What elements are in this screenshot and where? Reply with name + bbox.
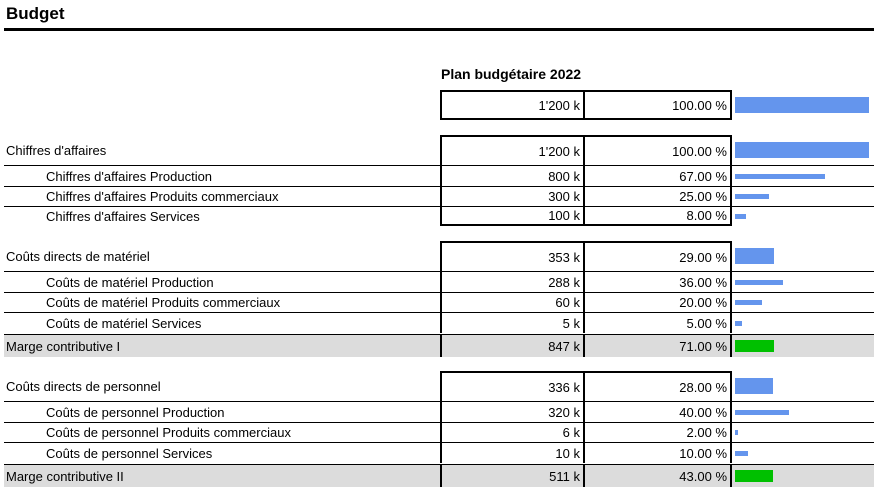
row-bar — [735, 430, 738, 435]
row-label: Marge contributive I — [6, 338, 121, 354]
row-bar — [735, 300, 762, 305]
row-bar — [735, 174, 825, 179]
row-bar — [735, 194, 769, 199]
margin-row-2 — [4, 464, 874, 487]
row-amount: 800 k — [440, 166, 585, 186]
row-amount: 6 k — [440, 423, 585, 442]
table-row — [4, 187, 874, 207]
row-percent: 28.00 % — [585, 371, 732, 401]
row-percent: 20.00 % — [585, 293, 732, 312]
table-row — [4, 423, 874, 443]
row-percent: 100.00 % — [585, 135, 732, 165]
row-amount: 288 k — [440, 272, 585, 292]
row-amount: 1'200 k — [440, 135, 585, 165]
table-row — [4, 402, 874, 423]
row-label: Coûts de personnel Production — [46, 404, 225, 420]
row-percent: 67.00 % — [585, 166, 732, 186]
total-percent: 100.00 % — [585, 90, 732, 120]
margin-bar — [735, 340, 774, 352]
row-bar — [735, 214, 746, 219]
row-amount: 847 k — [440, 335, 585, 357]
title-divider — [4, 28, 874, 31]
total-row — [4, 90, 874, 120]
row-bar — [735, 248, 774, 264]
row-amount: 320 k — [440, 402, 585, 422]
row-percent: 43.00 % — [585, 465, 732, 487]
row-percent: 36.00 % — [585, 272, 732, 292]
table-row — [4, 272, 874, 293]
row-percent: 40.00 % — [585, 402, 732, 422]
row-label: Coûts directs de matériel — [6, 248, 150, 264]
row-percent: 71.00 % — [585, 335, 732, 357]
row-bar — [735, 142, 869, 158]
row-amount: 511 k — [440, 465, 585, 487]
row-bar — [735, 451, 748, 456]
margin-bar — [735, 470, 773, 482]
row-amount: 10 k — [440, 443, 585, 463]
row-amount: 60 k — [440, 293, 585, 312]
row-amount: 100 k — [440, 207, 585, 226]
row-label: Coûts de personnel Produits commerciaux — [46, 425, 291, 440]
row-bar — [735, 378, 773, 394]
table-row — [4, 207, 874, 226]
margin-row-1 — [4, 334, 874, 357]
table-row — [4, 313, 874, 333]
row-label: Chiffres d'affaires Services — [46, 209, 200, 224]
table-row — [4, 166, 874, 187]
row-percent: 5.00 % — [585, 313, 732, 333]
row-bar — [735, 280, 783, 285]
row-amount: 336 k — [440, 371, 585, 401]
row-label: Coûts de matériel Production — [46, 274, 214, 290]
total-bar — [735, 97, 869, 113]
row-percent: 29.00 % — [585, 241, 732, 271]
row-label: Chiffres d'affaires — [6, 142, 107, 158]
row-percent: 8.00 % — [585, 207, 732, 226]
section-head-revenue — [4, 135, 874, 166]
row-label: Coûts de personnel Services — [46, 445, 213, 461]
row-percent: 10.00 % — [585, 443, 732, 463]
page-title: Budget — [6, 4, 65, 23]
row-percent: 25.00 % — [585, 187, 732, 206]
row-label: Coûts de matériel Services — [46, 315, 202, 331]
row-amount: 300 k — [440, 187, 585, 206]
table-row — [4, 443, 874, 463]
row-label: Chiffres d'affaires Production — [46, 168, 213, 184]
row-label: Coûts de matériel Produits commerciaux — [46, 295, 281, 310]
table-row — [4, 293, 874, 313]
section-head-personnel — [4, 371, 874, 402]
row-label: Coûts directs de personnel — [6, 378, 161, 394]
column-header: Plan budgétaire 2022 — [441, 66, 582, 82]
row-amount: 353 k — [440, 241, 585, 271]
row-bar — [735, 410, 789, 415]
total-amount: 1'200 k — [440, 90, 585, 120]
row-label: Chiffres d'affaires Produits commerciaux — [46, 189, 279, 204]
row-amount: 5 k — [440, 313, 585, 333]
section-head-material — [4, 241, 874, 272]
row-label: Marge contributive II — [6, 468, 124, 484]
row-bar — [735, 321, 742, 326]
row-percent: 2.00 % — [585, 423, 732, 442]
